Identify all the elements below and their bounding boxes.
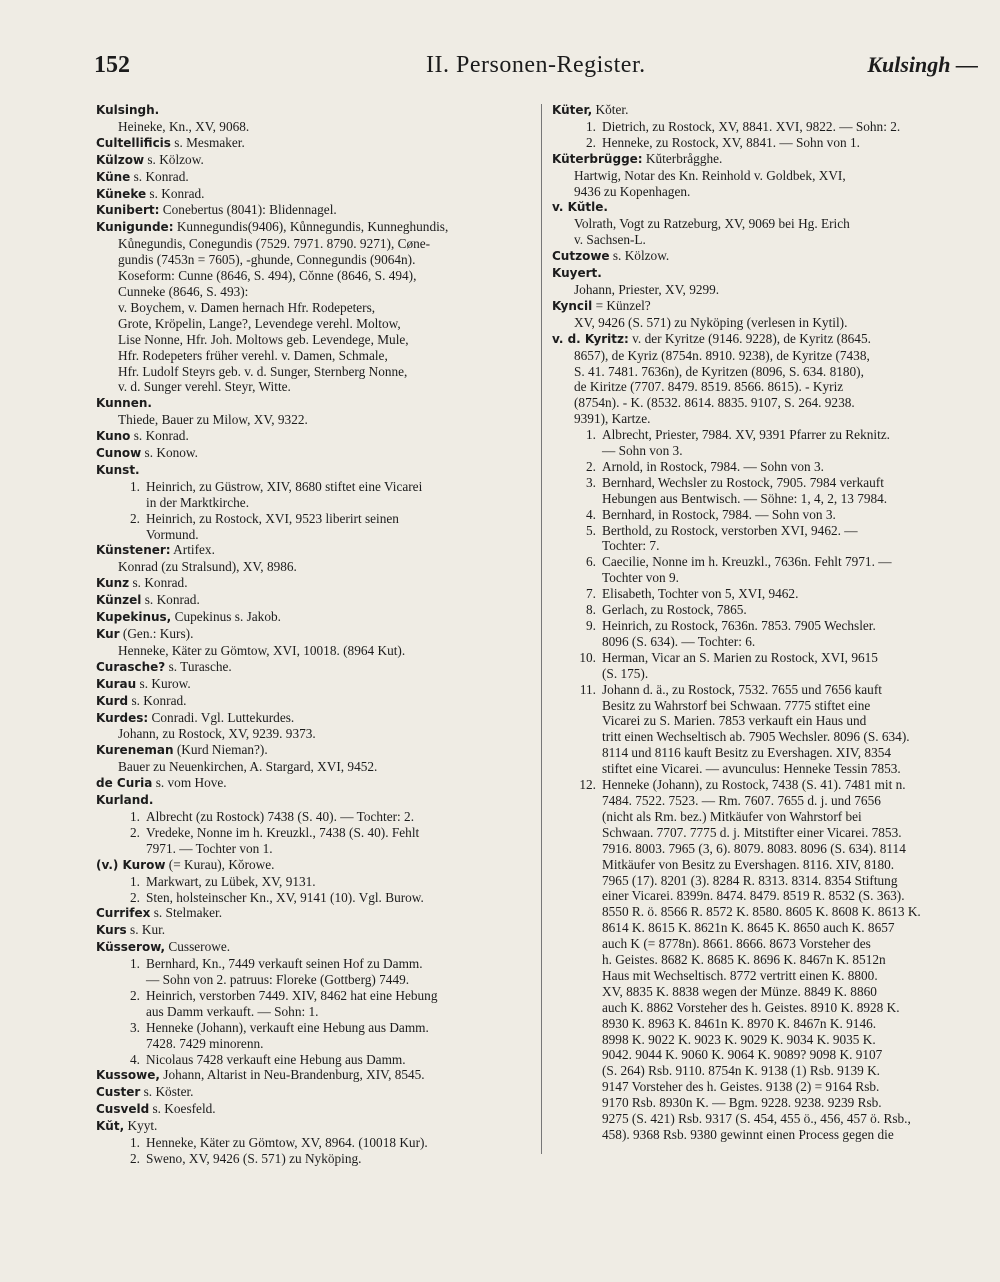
numbered-subentry — [96, 1020, 530, 1036]
entry-headword-line — [96, 428, 530, 445]
numbered-subentry — [552, 507, 984, 523]
entry-headword-line — [96, 202, 530, 219]
entry-text: s. Kölzow. — [144, 151, 204, 167]
numbered-subentry — [552, 554, 984, 570]
continuation-text: Vicarei zu S. Marien. 7853 verkauft ein Haus und — [602, 713, 867, 729]
continuation-line — [552, 873, 984, 889]
continuation-text: 8096 (S. 634). — Tochter: 6. — [602, 633, 756, 649]
headword: Kuno — [96, 429, 131, 444]
entry-text: Johann, Altarist in Neu-Brandenburg, XIV, 8545. — [159, 1067, 425, 1083]
continuation-line — [96, 972, 530, 988]
entry-headword-line — [96, 693, 530, 710]
headword: Kunst. — [96, 462, 140, 477]
subentry-number: 2. — [586, 134, 596, 150]
headword: v. d. Kyritz: — [552, 331, 629, 346]
entry-headword-line — [96, 135, 530, 152]
entry-text: Cupekinus s. Jakob. — [171, 609, 281, 625]
headword: Külzow — [96, 152, 145, 167]
subentry-number: 9. — [586, 618, 596, 633]
headword: Kunz — [96, 576, 130, 591]
numbered-subentry — [552, 586, 984, 602]
headword: Kurd — [96, 693, 129, 708]
subentry-text: Herman, Vicar an S. Marien zu Rostock, XVI, 9615 — [602, 649, 878, 665]
continuation-text: 7916. 8003. 7965 (3, 6). 8079. 8083. 8096 (S. 634). 8114 — [602, 840, 906, 856]
entry-text-line: Grote, Kröpelin, Lange?, Levendege verehl. Moltow, — [118, 315, 401, 331]
entry-text-line: 9436 zu Kopenhagen. — [574, 183, 691, 199]
continuation-text: Tochter von 9. — [602, 570, 679, 586]
continuation-text: 8930 K. 8963 K. 8461n K. 8970 K. 8467n K. 9146. — [602, 1015, 877, 1031]
continuation-line — [552, 745, 984, 761]
entry-text-line: v. d. Sunger verehl. Steyr, Witte. — [118, 379, 291, 395]
subentry-number: 1. — [586, 427, 596, 443]
subentry-text: Gerlach, zu Rostock, 7865. — [602, 602, 747, 618]
numbered-subentry — [552, 459, 984, 475]
entry-headword-line — [96, 169, 530, 186]
continuation-line — [552, 920, 984, 936]
continuation-text: tritt einen Wechseltisch ab. 7905 Wechsler. 8096 (S. 634). — [602, 729, 910, 745]
page-title: II. Personen-Register. — [426, 52, 646, 78]
numbered-subentry — [96, 890, 530, 906]
entry-text: s. Turasche. — [165, 658, 232, 674]
continuation-text: Hebungen aus Bentwisch. — Söhne: 1, 4, 2, 13 7984. — [602, 490, 888, 506]
entry-headword-line — [96, 1101, 530, 1118]
continuation-line — [552, 1047, 984, 1063]
continuation-line — [552, 888, 984, 904]
entry-text-line: (8754n). - K. (8532. 8614. 8835. 9107, S. 264. 9238. — [574, 395, 855, 411]
numbered-subentry — [552, 682, 984, 698]
subentry-number: 5. — [586, 522, 596, 538]
continuation-line — [552, 936, 984, 952]
headword: Curasche? — [96, 659, 166, 674]
page-header — [94, 52, 978, 92]
continuation-text: auch K. 8862 Vorsteher des h. Geistes. 8910 K. 8928 K. — [602, 999, 900, 1015]
subentry-number: 2. — [130, 987, 140, 1003]
continuation-text: 8550 R. ö. 8566 R. 8572 K. 8580. 8605 K. 8608 K. 8613 K. — [602, 904, 921, 920]
continuation-line — [552, 793, 984, 809]
entry-headword-line — [552, 265, 984, 282]
headword: Cultellificis — [96, 135, 171, 150]
subentry-text: Sten, holsteinscher Kn., XV, 9141 (10). Vgl. Burow. — [146, 889, 424, 905]
subentry-text: Henneke, Käter zu Gömtow, XV, 8964. (10018 Kur). — [146, 1135, 428, 1151]
entry-text-line: Johann, Priester, XV, 9299. — [574, 281, 720, 297]
subentry-text: Sweno, XV, 9426 (S. 571) zu Nyköping. — [146, 1151, 362, 1166]
continuation-line — [552, 1111, 984, 1127]
entry-text: s. Köster. — [140, 1084, 194, 1100]
entry-headword-line — [96, 462, 530, 479]
subentry-text: Heinrich, zu Rostock, XVI, 9523 liberirt seinen — [146, 510, 399, 526]
entry-text: s. Konrad. — [129, 575, 188, 591]
subentry-number: 1. — [130, 873, 140, 889]
entry-text: v. der Kyritze (9146. 9228), de Kyritz (8645. — [628, 330, 871, 346]
continuation-text: Tochter: 7. — [602, 538, 660, 554]
entry-text-line: v. Sachsen-L. — [574, 232, 646, 248]
numbered-subentry — [552, 777, 984, 793]
entry-text-line: Hfr. Ludolf Steyrs geb. v. d. Sunger, Sternberg Nonne, — [118, 363, 408, 379]
numbered-subentry — [96, 874, 530, 890]
continuation-text: 7965 (17). 8201 (3). 8284 R. 8313. 8314. 8354 Stiftung — [602, 872, 898, 888]
subentry-number: 10. — [579, 649, 596, 665]
entry-headword-line — [552, 331, 984, 348]
numbered-subentry — [96, 1135, 530, 1151]
entry-text-line: Lise Nonne, Hfr. Joh. Moltows geb. Levendege, Mule, — [118, 331, 409, 347]
entry-text: s. Kur. — [126, 922, 166, 938]
continuation-line — [552, 841, 984, 857]
entry-headword-line — [96, 626, 530, 643]
entry-headword-line — [96, 609, 530, 626]
continuation-line — [552, 1016, 984, 1032]
subentry-number: 1. — [130, 478, 140, 494]
subentry-text: Caecilie, Nonne im h. Kreuzkl., 7636n. Fehlt 7971. — — [602, 554, 892, 570]
entry-headword-line — [96, 542, 530, 559]
entry-text: s. Kurow. — [136, 675, 191, 691]
entry-headword-line — [96, 922, 530, 939]
subentry-number: 4. — [586, 506, 596, 522]
entry-headword-line — [96, 575, 530, 592]
continuation-text: Schwaan. 7707. 7775 d. j. Mitstifter einer Vicarei. 7853. — [602, 824, 902, 840]
headword: Kŭt, — [96, 1119, 125, 1134]
entry-text: Artifex. — [170, 542, 215, 558]
continuation-line — [552, 634, 984, 650]
entry-text-line: 8657), de Kyriz (8754n. 8910. 9238), de Kyritze (7438, — [574, 347, 870, 363]
subentry-number: 2. — [130, 510, 140, 526]
subentry-text: Heinrich, verstorben 7449. XIV, 8462 hat eine Hebung — [146, 987, 438, 1003]
entry-text-line: v. Boychem, v. Damen hernach Hfr. Rodepeters, — [118, 299, 376, 315]
continuation-line — [552, 666, 984, 682]
entry-text-line: Heineke, Kn., XV, 9068. — [118, 118, 250, 134]
continuation-line — [552, 698, 984, 714]
entry-text-line: XV, 9426 (S. 571) zu Nyköping (verlesen in Kytil). — [574, 314, 848, 330]
entry-headword-line — [552, 151, 984, 168]
subentry-text: Berthold, zu Rostock, verstorben XVI, 9462. — — [602, 522, 858, 538]
continuation-line — [96, 527, 530, 543]
entry-text: Cusserowe. — [165, 939, 231, 955]
headword: Küterbrügge: — [552, 151, 643, 166]
entry-text: Conradi. Vgl. Luttekurdes. — [148, 709, 295, 725]
continuation-line — [552, 1000, 984, 1016]
headword: Kyncil — [552, 298, 593, 313]
entry-headword-line — [96, 592, 530, 609]
entry-headword-line — [96, 186, 530, 203]
subentry-number: 4. — [130, 1051, 140, 1067]
subentry-text: Bernhard, Wechsler zu Rostock, 7905. 7984 verkauft — [602, 474, 884, 490]
continuation-line — [552, 570, 984, 586]
subentry-text: Henneke, zu Rostock, XV, 8841. — Sohn von 1. — [602, 134, 860, 150]
headword: Küne — [96, 169, 131, 184]
subentry-text: Bernhard, Kn., 7449 verkauft seinen Hof zu Damm. — [146, 956, 423, 972]
subentry-number: 7. — [586, 586, 596, 602]
continuation-text: (S. 264) Rsb. 9110. 8754n K. 9138 (1) Rsb. 9139 K. — [602, 1063, 881, 1079]
continuation-text: Besitz zu Wahrstorf bei Schwaan. 7775 stiftet eine — [602, 697, 871, 713]
headword: Kunigunde: — [96, 220, 174, 235]
entry-headword-line — [96, 219, 530, 236]
numbered-subentry — [96, 825, 530, 841]
headword: Künzel — [96, 593, 142, 608]
headword: Kunnen. — [96, 396, 152, 411]
headword: Künstener: — [96, 543, 171, 558]
entry-text-line: Hfr. Rodepeters früher verehl. v. Damen, Schmale, — [118, 347, 388, 363]
headword: Kurland. — [96, 793, 154, 808]
continuation-text: stiftet eine Vicarei. — avunculus: Henneke Tessin 7853. — [602, 761, 901, 777]
continuation-line — [552, 443, 984, 459]
continuation-text: Vormund. — [146, 526, 199, 542]
subentry-text: Arnold, in Rostock, 7984. — Sohn von 3. — [602, 458, 824, 474]
subentry-number: 1. — [130, 956, 140, 972]
continuation-line — [96, 495, 530, 511]
subentry-number: 1. — [586, 118, 596, 134]
entry-headword-line — [96, 775, 530, 792]
continuation-line — [552, 491, 984, 507]
continuation-line — [552, 1063, 984, 1079]
subentry-text: Heinrich, zu Güstrow, XIV, 8680 stiftet eine Vicarei — [146, 478, 423, 494]
continuation-line — [552, 952, 984, 968]
subentry-number: 6. — [586, 554, 596, 570]
entry-text: Kŏter. — [592, 102, 629, 117]
entry-text: s. Mesmaker. — [170, 134, 245, 150]
entry-headword-line — [552, 298, 984, 315]
numbered-subentry — [96, 479, 530, 495]
subentry-number: 1. — [130, 808, 140, 824]
continuation-line — [96, 1004, 530, 1020]
headword: Küter, — [552, 103, 593, 117]
continuation-text: — Sohn von 3. — [602, 443, 683, 459]
entry-text: = Künzel? — [592, 297, 651, 313]
headword: Kunibert: — [96, 203, 160, 218]
subentry-number: 2. — [130, 1151, 140, 1166]
continuation-text: einer Vicarei. 8399n. 8474. 8479. 8519 R. 8532 (S. 363). — [602, 888, 905, 904]
entry-headword-line — [552, 248, 984, 265]
entry-headword-line — [96, 676, 530, 693]
headword: Custer — [96, 1085, 141, 1100]
continuation-line — [552, 1095, 984, 1111]
entry-text-line: Henneke, Käter zu Gömtow, XVI, 10018. (8964 Kut). — [118, 642, 406, 658]
continuation-text: — Sohn von 2. patruus: Floreke (Gottberg) 7449. — [146, 972, 410, 988]
continuation-text: aus Damm verkauft. — Sohn: 1. — [146, 1003, 319, 1019]
entry-text: Kunnegundis(9406), Kůnnegundis, Kunneghundis, — [173, 219, 449, 235]
headword: Kussowe, — [96, 1068, 160, 1083]
continuation-text: Haus mit Wechseltisch. 8772 vertritt einen K. 8800. — [602, 967, 878, 983]
entry-headword-line — [96, 1067, 530, 1084]
continuation-text: XV, 8835 K. 8838 wegen der Münze. 8849 K. 8860 — [602, 983, 877, 999]
subentry-number: 3. — [586, 474, 596, 490]
subentry-number: 12. — [579, 777, 596, 793]
entry-text: s. vom Hove. — [152, 775, 227, 791]
numbered-subentry — [96, 511, 530, 527]
entry-text: s. Konrad. — [130, 168, 189, 184]
entry-headword-line — [96, 1118, 530, 1135]
subentry-text: Markwart, zu Lübek, XV, 9131. — [146, 873, 316, 889]
entry-text: s. Konrad. — [130, 428, 189, 444]
headword: Kurau — [96, 676, 137, 691]
numbered-subentry — [552, 602, 984, 618]
continuation-line — [552, 904, 984, 920]
continuation-line — [552, 1032, 984, 1048]
subentry-number: 2. — [130, 889, 140, 905]
headword: Kureneman — [96, 743, 174, 758]
entry-headword-line — [552, 199, 984, 216]
entry-headword-line — [96, 152, 530, 169]
entry-text-line: Johann, zu Rostock, XV, 9239. 9373. — [118, 726, 316, 742]
headword: Kupekinus, — [96, 610, 172, 625]
headword: de Curia — [96, 776, 153, 791]
entry-headword-line — [96, 445, 530, 462]
continuation-text: 7428. 7429 minorenn. — [146, 1035, 264, 1051]
continuation-line — [552, 984, 984, 1000]
subentry-text: Henneke (Johann), zu Rostock, 7438 (S. 41). 7481 mit n. — [602, 777, 906, 793]
continuation-text: auch K (= 8778n). 8661. 8666. 8673 Vorsteher des — [602, 936, 871, 952]
column-divider — [541, 104, 542, 1154]
subentry-text: Nicolaus 7428 verkauft eine Hebung aus Damm. — [146, 1051, 406, 1067]
entry-text-line: Koseform: Cunne (8646, S. 494), Cŏnne (8646, S. 494), — [118, 268, 417, 284]
continuation-line — [552, 713, 984, 729]
headword: Kulsingh. — [96, 103, 160, 117]
continuation-text: 8114 und 8116 kauft Besitz zu Evershagen. XIV, 8354 — [602, 745, 892, 761]
subentry-number: 3. — [130, 1019, 140, 1035]
entry-headword-line — [96, 1084, 530, 1101]
continuation-line — [552, 825, 984, 841]
numbered-subentry — [552, 135, 984, 151]
continuation-line — [552, 729, 984, 745]
headword: Kurs — [96, 923, 127, 938]
subentry-number: 11. — [579, 681, 596, 697]
entry-text-line: Konrad (zu Stralsund), XV, 8986. — [118, 559, 297, 575]
continuation-text: (nicht als Rm. bez.) Mitkäufer von Wahrstorf bei — [602, 808, 862, 824]
subentry-text: Heinrich, zu Rostock, 7636n. 7853. 7905 Wechsler. — [602, 618, 876, 633]
headword: Kurdes: — [96, 710, 149, 725]
subentry-text: Albrecht (zu Rostock) 7438 (S. 40). — Tochter: 2. — [146, 808, 415, 824]
entry-text-line: Kůnegundis, Conegundis (7529. 7971. 8790. 9271), Cøne- — [118, 236, 431, 252]
subentry-text: Henneke (Johann), verkauft eine Hebung aus Damm. — [146, 1019, 429, 1035]
continuation-line — [552, 968, 984, 984]
subentry-text: Dietrich, zu Rostock, XV, 8841. XVI, 9822. — Sohn: 2. — [602, 118, 901, 134]
entry-text-line: Hartwig, Notar des Kn. Reinhold v. Goldbek, XVI, — [574, 167, 846, 183]
continuation-line — [552, 761, 984, 777]
continuation-text: 9275 (S. 421) Rsb. 9317 (S. 454, 455 ö., 456, 457 ö. Rsb., — [602, 1111, 911, 1127]
numbered-subentry — [552, 475, 984, 491]
continuation-text: in der Marktkirche. — [146, 494, 250, 510]
subentry-text: Vredeke, Nonne im h. Kreuzkl., 7438 (S. 40). Fehlt — [146, 824, 420, 840]
entry-text-line: Thiede, Bauer zu Milow, XV, 9322. — [118, 412, 308, 428]
continuation-text: 8998 K. 9022 K. 9023 K. 9029 K. 9034 K. 9035 K. — [602, 1031, 876, 1047]
numbered-subentry — [96, 988, 530, 1004]
headword: Cunow — [96, 446, 142, 461]
headword: Kur — [96, 627, 120, 641]
left-column — [96, 102, 530, 1167]
continuation-text: 458). 9368 Rsb. 9380 gewinnt einen Process gegen die — [602, 1127, 894, 1142]
continuation-line — [552, 857, 984, 873]
continuation-text: 9147 Vorsteher des h. Geistes. 9138 (2) = 9164 Rsb. — [602, 1079, 880, 1095]
continuation-line — [552, 809, 984, 825]
continuation-text: Mitkäufer von Besitz zu Evershagen. 8116. XIV, 8180. — [602, 856, 895, 872]
continuation-text: 8614 K. 8615 K. 8621n K. 8645 K. 8650 auch K. 8657 — [602, 920, 895, 936]
continuation-line — [96, 841, 530, 857]
entry-text: s. Konrad. — [141, 592, 200, 608]
numbered-subentry — [552, 650, 984, 666]
entry-text: Kyyt. — [124, 1118, 158, 1134]
continuation-line — [552, 538, 984, 554]
subentry-text: Bernhard, in Rostock, 7984. — Sohn von 3. — [602, 506, 836, 522]
entry-text: (= Kurau), Kŏrowe. — [165, 856, 275, 872]
headword: Currifex — [96, 906, 151, 921]
subentry-text: Johann d. ä., zu Rostock, 7532. 7655 und 7656 kauft — [602, 681, 882, 697]
entry-headword-line — [96, 742, 530, 759]
continuation-text: 7484. 7522. 7523. — Rm. 7607. 7655 d. j. und 7656 — [602, 792, 881, 808]
numbered-subentry — [552, 523, 984, 539]
entry-headword-line — [96, 939, 530, 956]
entry-text: (Gen.: Kurs). — [119, 626, 194, 641]
entry-headword-line — [96, 102, 530, 119]
numbered-subentry — [96, 1151, 530, 1167]
subentry-number: 2. — [130, 824, 140, 840]
entry-text: (Kurd Nieman?). — [173, 742, 268, 758]
subentry-number: 1. — [130, 1135, 140, 1151]
continuation-text: (S. 175). — [602, 665, 649, 681]
page-number: 152 — [94, 52, 130, 78]
entry-headword-line — [96, 857, 530, 874]
subentry-number: 8. — [586, 602, 596, 618]
entry-text-line: de Kiritze (7707. 8479. 8519. 8566. 8615). - Kyriz — [574, 379, 844, 395]
continuation-line — [96, 1036, 530, 1052]
entry-headword-line — [96, 905, 530, 922]
continuation-text: 9170 Rsb. 8930n K. — Bgm. 9228. 9238. 9239 Rsb. — [602, 1095, 882, 1111]
entry-text-line: Cunneke (8646, S. 493): — [118, 283, 249, 299]
entry-text-line: Volrath, Vogt zu Ratzeburg, XV, 9069 bei Hg. Erich — [574, 216, 850, 232]
entry-headword-line — [96, 395, 530, 412]
numbered-subentry — [96, 809, 530, 825]
entry-text: s. Stelmaker. — [150, 905, 223, 921]
entry-headword-line — [96, 792, 530, 809]
entry-text: s. Konrad. — [128, 692, 187, 708]
entry-headword-line — [552, 102, 984, 119]
headword: Kuyert. — [552, 266, 602, 281]
headword: Küneke — [96, 186, 147, 201]
right-column — [552, 102, 984, 1143]
entry-text-line: S. 41. 7481. 7636n), de Kyritzen (8096, S. 634. 8180), — [574, 363, 864, 379]
headword: Küsserow, — [96, 940, 166, 955]
numbered-subentry — [96, 1052, 530, 1068]
entry-text: Conebertus (8041): Blidennagel. — [159, 202, 337, 218]
numbered-subentry — [552, 618, 984, 634]
subentry-number: 2. — [586, 458, 596, 474]
headword: v. Kŭtle. — [552, 200, 608, 215]
entry-text: s. Kölzow. — [609, 248, 670, 264]
continuation-line — [552, 1127, 984, 1143]
headword: Cusveld — [96, 1102, 150, 1117]
numbered-subentry — [552, 427, 984, 443]
continuation-text: 7971. — Tochter von 1. — [146, 840, 273, 856]
headword: (v.) Kurow — [96, 857, 166, 872]
entry-text: s. Konow. — [141, 445, 198, 461]
entry-text-line: 9391), Kartze. — [574, 411, 651, 427]
running-head: Kulsingh — — [867, 52, 978, 77]
entry-headword-line — [96, 659, 530, 676]
numbered-subentry — [96, 956, 530, 972]
entry-text: s. Konrad. — [146, 185, 205, 201]
subentry-text: Albrecht, Priester, 7984. XV, 9391 Pfarrer zu Reknitz. — [602, 427, 890, 443]
numbered-subentry — [552, 119, 984, 135]
subentry-text: Elisabeth, Tochter von 5, XVI, 9462. — [602, 586, 799, 602]
headword: Cutzowe — [552, 249, 610, 264]
entry-text-line: gundis (7453n = 7605), -ghunde, Connegundis (9064n). — [118, 252, 416, 268]
continuation-text: 9042. 9044 K. 9060 K. 9064 K. 9089? 9098 K. 9107 — [602, 1047, 883, 1063]
entry-text-line: Bauer zu Neuenkirchen, A. Stargard, XVI, 9452. — [118, 759, 378, 775]
entry-headword-line — [96, 710, 530, 727]
entry-text: s. Koesfeld. — [149, 1101, 216, 1117]
continuation-line — [552, 1079, 984, 1095]
continuation-text: h. Geistes. 8682 K. 8685 K. 8696 K. 8467n K. 8512n — [602, 952, 886, 968]
entry-text: Kŭterbrågghe. — [642, 150, 723, 166]
